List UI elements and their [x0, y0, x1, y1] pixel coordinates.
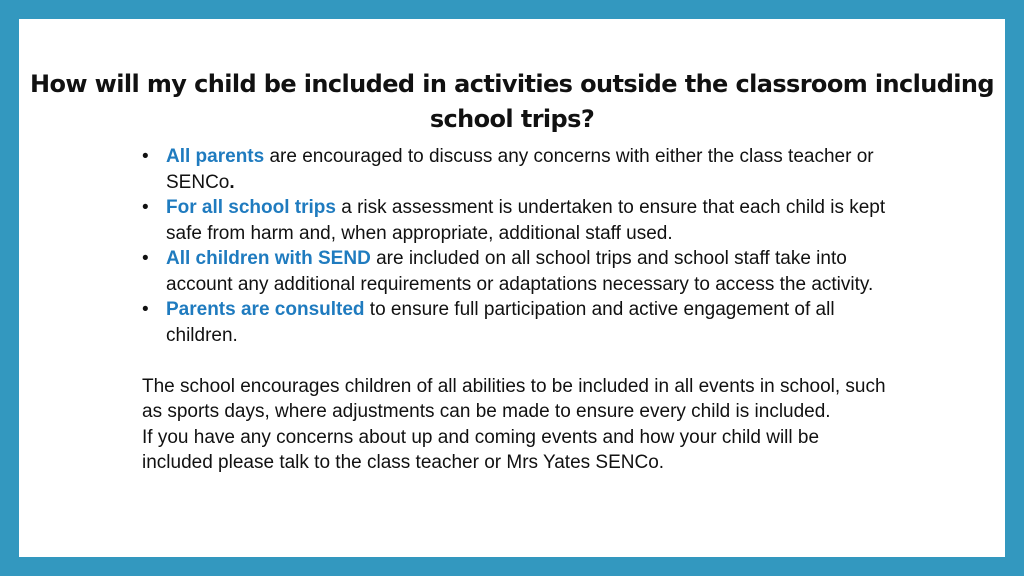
bullet-highlight: All children with SEND: [166, 248, 371, 269]
slide-title: How will my child be included in activities outside the classroom including school trips?: [29, 70, 995, 133]
bullet-highlight: Parents are consulted: [166, 299, 365, 320]
slide: [19, 19, 1005, 557]
bullet-end: .: [229, 171, 235, 193]
bullet-icon: •: [142, 146, 149, 167]
spacer: [142, 348, 892, 374]
bullet-text: to ensure full participation and active engagement of all children.: [166, 299, 835, 346]
inclusion-paragraph: The school encourages children of all abilities to be included in all events in school, such as sports days, where adjustments can be made to ensure every child is included.: [142, 375, 886, 422]
bullet-list: [142, 144, 892, 348]
bullet-highlight: For all school trips: [166, 197, 336, 218]
bullet-text: are included on all school trips and school staff take into account any additional requirements or adaptations necessary to access the activity.: [166, 248, 874, 295]
bullet-icon: •: [142, 197, 149, 218]
contact-paragraph: If you have any concerns about up and coming events and how your child will be included please talk to the class teacher or Mrs Yates SENCo.: [142, 426, 820, 473]
bullet-item: [142, 297, 892, 348]
bullet-icon: •: [142, 299, 149, 320]
bullet-icon: •: [142, 248, 149, 269]
bullet-text: a risk assessment is undertaken to ensure that each child is kept safe from harm and, when appropriate, additional staff used.: [166, 197, 886, 244]
bullet-highlight: All parents: [166, 146, 265, 167]
bullet-item: [142, 144, 892, 195]
bullet-item: [142, 195, 892, 246]
bullet-item: [142, 246, 892, 297]
bullet-text: are encouraged to discuss any concerns with either the class teacher or SENCo: [166, 146, 874, 193]
slide-body: [142, 144, 892, 476]
